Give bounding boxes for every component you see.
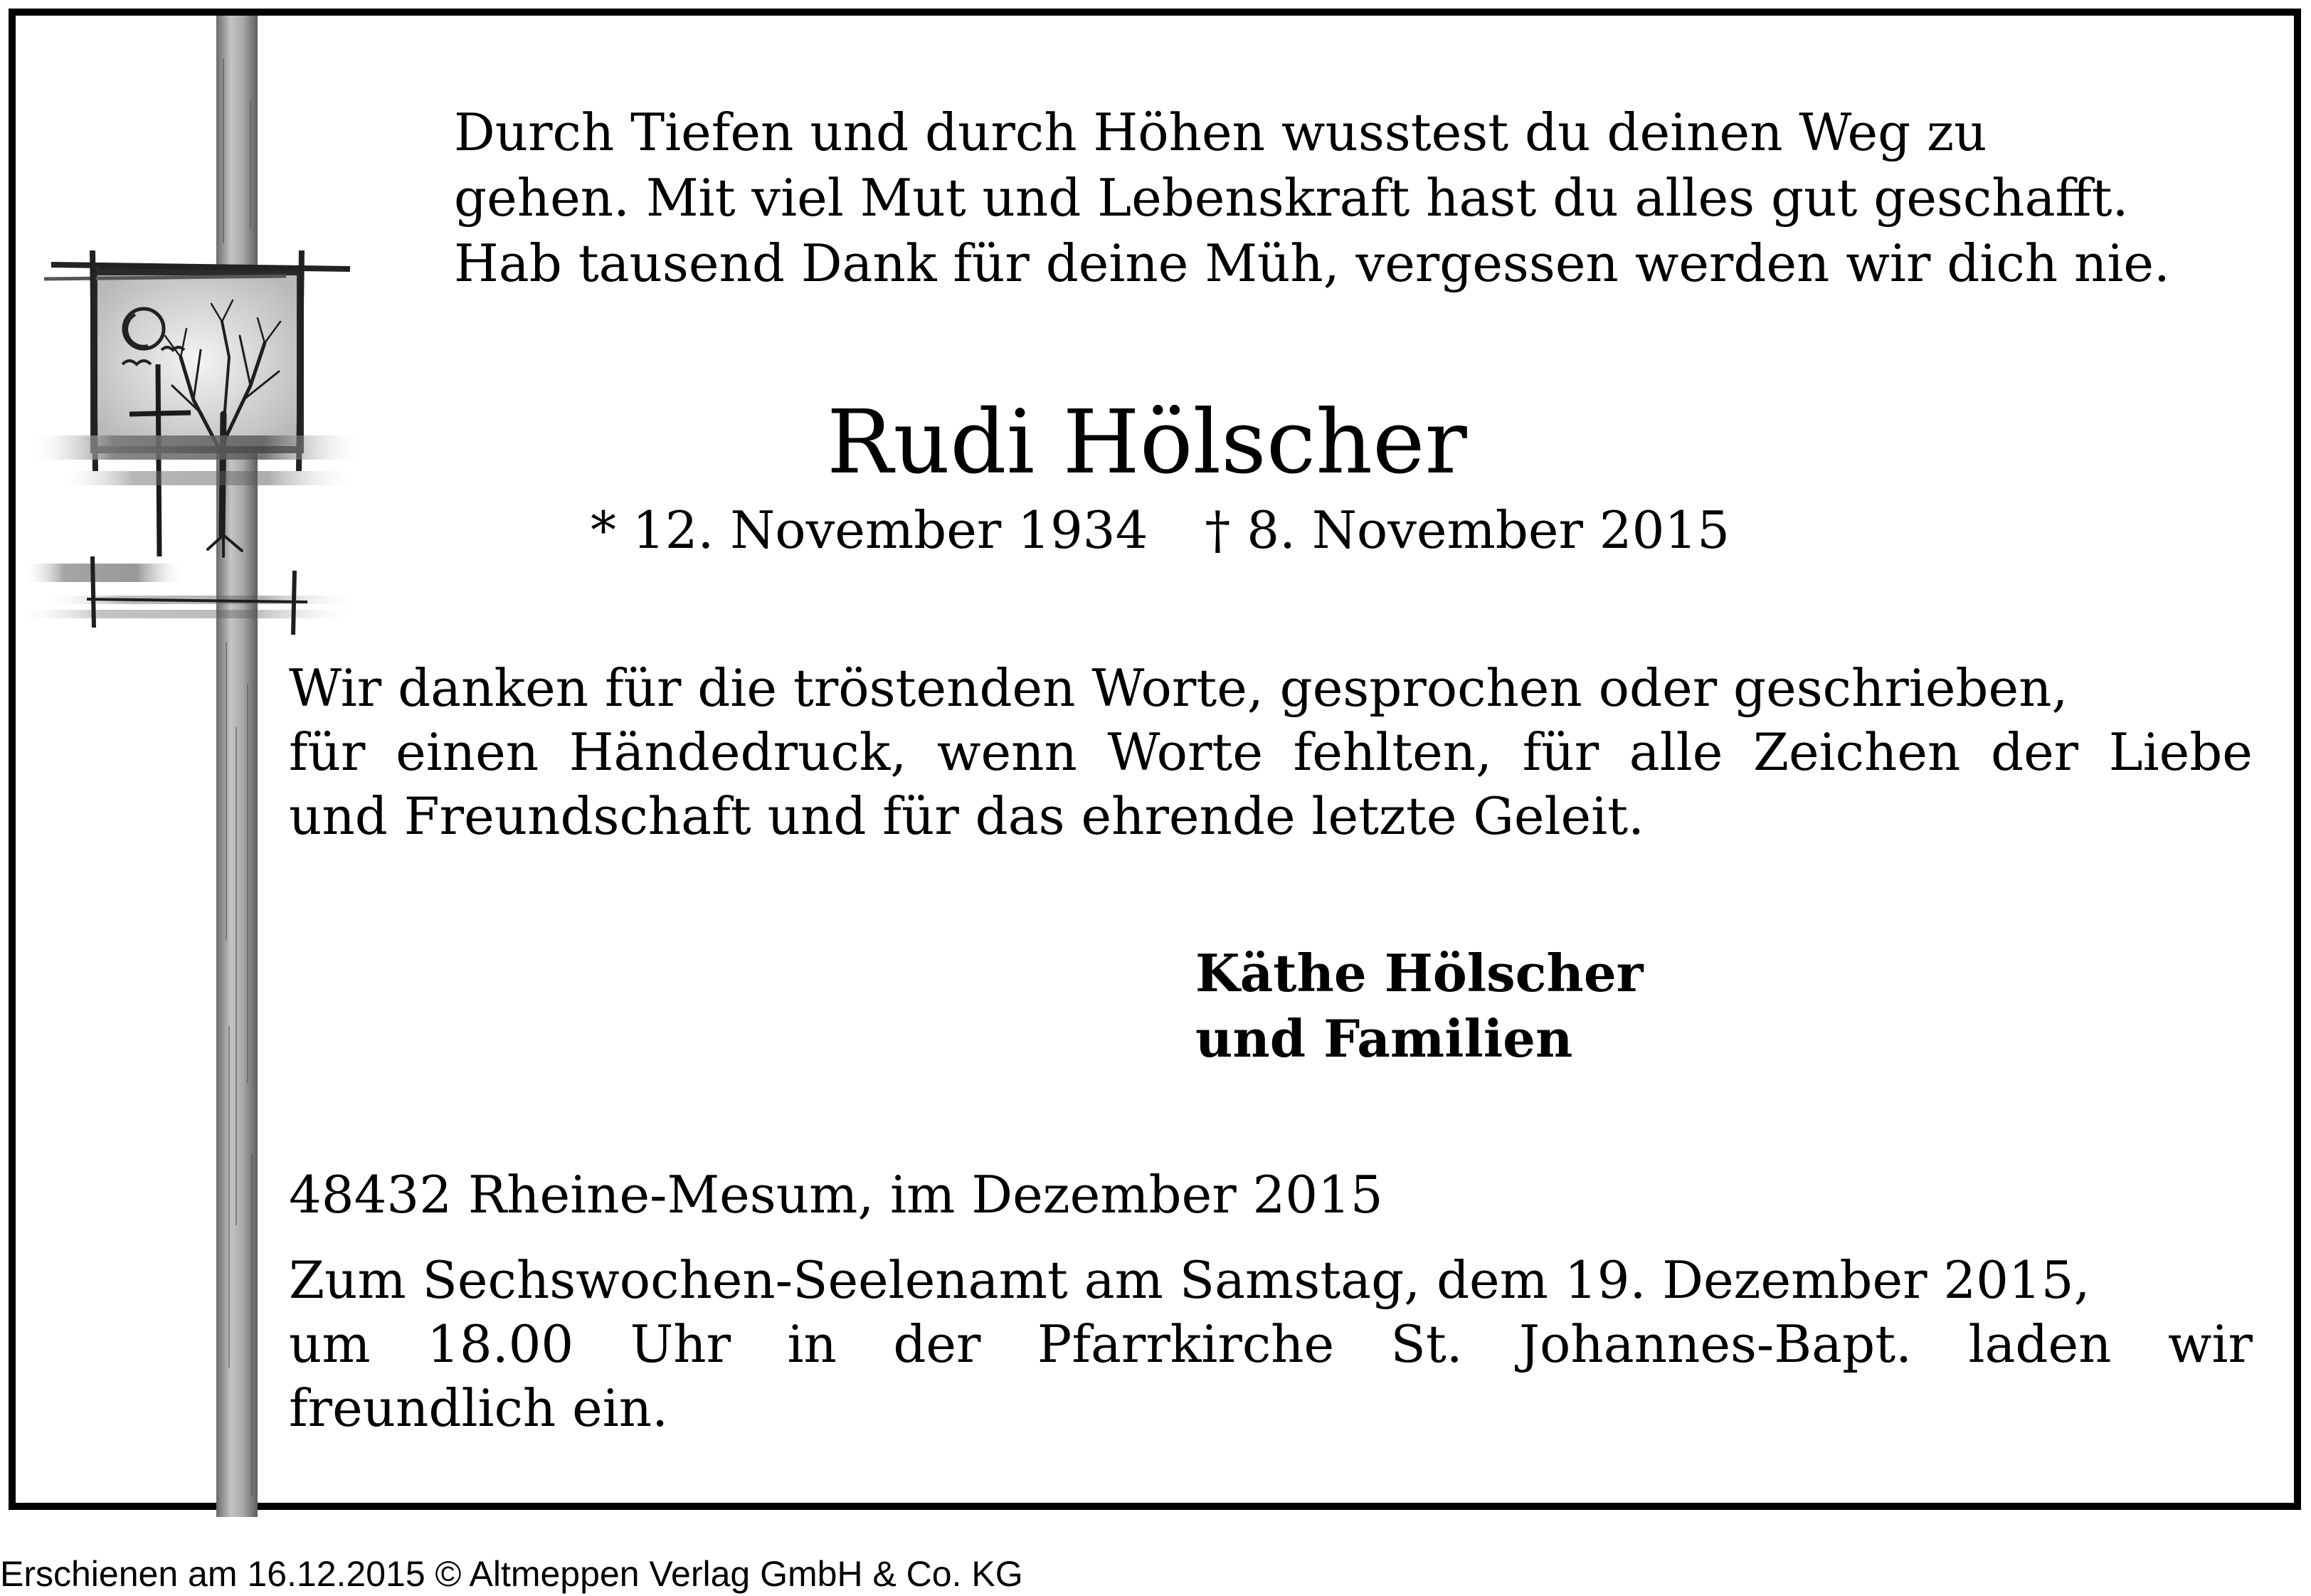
memorial-mass-notice xyxy=(289,1248,2253,1440)
thanks-word: Liebe xyxy=(2108,722,2253,782)
thanks-word: alle xyxy=(1629,722,1723,782)
thanks-word: Worte xyxy=(1107,722,1263,782)
thanks-word: wenn xyxy=(936,722,1077,782)
mass-word: Uhr xyxy=(630,1314,731,1374)
brush-strokes xyxy=(16,435,364,618)
thanks-line: Wir danken für die tröstenden Worte, gesprochen oder geschrieben, xyxy=(289,658,2068,718)
thanks-word: einen xyxy=(396,722,539,782)
deceased-name: Rudi Hölscher xyxy=(827,391,1467,494)
verse-line: gehen. Mit viel Mut und Lebenskraft hast du alles gut geschafft. xyxy=(454,168,2129,228)
mass-word: der xyxy=(893,1314,981,1374)
thanks-line: und Freundschaft und für das ehrende letzte Geleit. xyxy=(289,786,1644,846)
thanks-word: für xyxy=(289,722,366,782)
thanks-word: Händedruck, xyxy=(569,722,907,782)
publication-footer: Erschienen am 16.12.2015 © Altmeppen Verlag GmbH & Co. KG xyxy=(0,1554,1023,1594)
birth-date: * 12. November 1934 xyxy=(591,500,1148,560)
verse-line: Durch Tiefen und durch Höhen wusstest du deinen Weg zu xyxy=(454,102,1987,162)
thanks-word: Zeichen xyxy=(1753,722,1961,782)
signature-family: und Familien xyxy=(1195,1008,1573,1069)
signature-name: Käthe Hölscher xyxy=(1195,943,1644,1003)
verse-line: Hab tausend Dank für deine Müh, vergessen werden wir dich nie. xyxy=(454,233,2170,293)
life-dates xyxy=(591,498,1730,562)
place-and-date: 48432 Rheine-Mesum, im Dezember 2015 xyxy=(289,1165,1383,1225)
mass-word: um xyxy=(289,1314,371,1374)
mass-word: in xyxy=(787,1314,837,1374)
mass-word: wir xyxy=(2167,1314,2253,1374)
mass-word: laden xyxy=(1968,1314,2112,1374)
mass-word: St. xyxy=(1390,1314,1463,1374)
mass-word: Pfarrkirche xyxy=(1037,1314,1335,1374)
thanks-word: der xyxy=(1990,722,2079,782)
mass-line: Zum Sechswochen-Seelenamt am Samstag, dem 19. Dezember 2015, xyxy=(289,1250,2090,1310)
thanks-line-justified xyxy=(289,720,2253,784)
obituary-notice xyxy=(9,9,2301,1510)
thanks-word: für xyxy=(1522,722,1599,782)
mass-word: 18.00 xyxy=(427,1314,574,1374)
opening-verse xyxy=(454,100,2290,296)
death-date: † 8. November 2015 xyxy=(1205,500,1730,560)
thank-you-text xyxy=(289,656,2253,848)
mass-line-justified xyxy=(289,1312,2253,1376)
thanks-word: fehlten, xyxy=(1293,722,1493,782)
mass-word: Johannes-Bapt. xyxy=(1519,1314,1913,1374)
signature-block xyxy=(1195,941,1644,1072)
mass-line: freundlich ein. xyxy=(289,1378,669,1438)
